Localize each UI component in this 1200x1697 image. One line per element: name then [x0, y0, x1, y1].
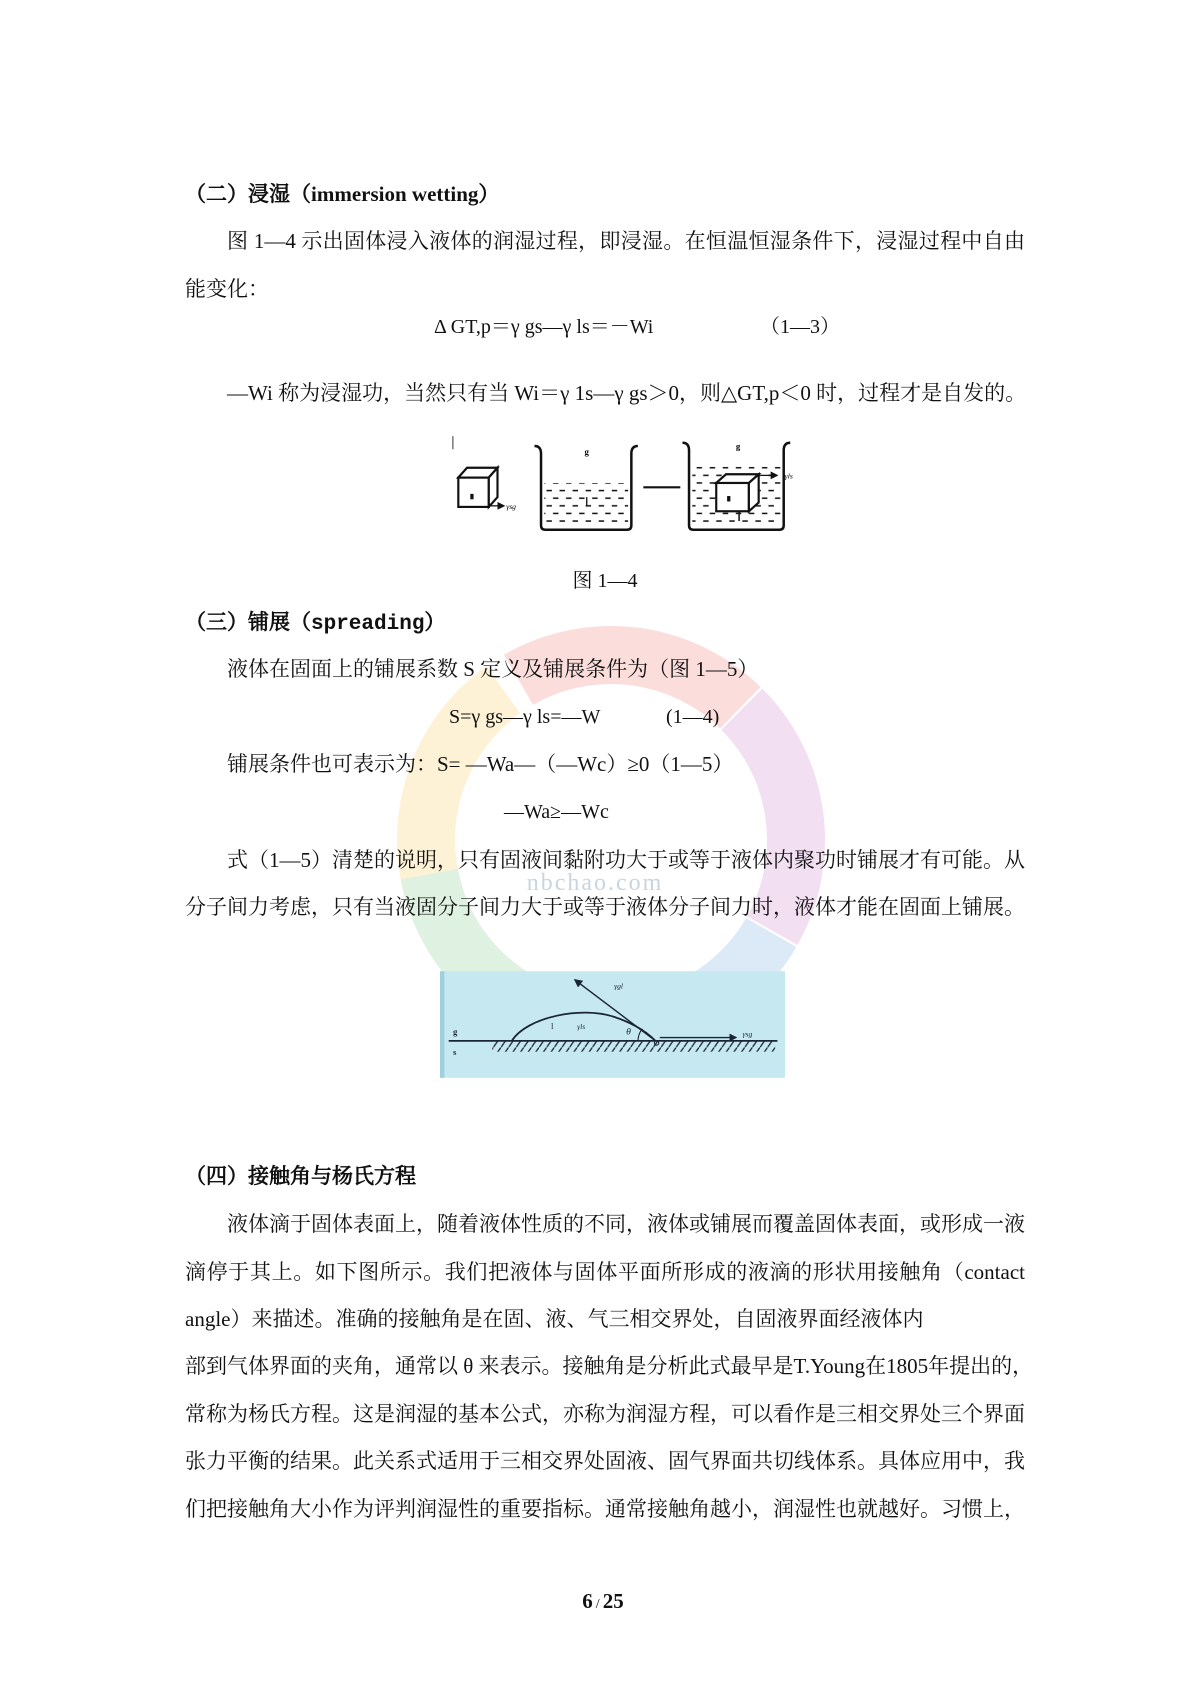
figure-background: [440, 971, 785, 1078]
page-separator: /: [595, 1597, 600, 1612]
heading-immersion-wetting: （二）浸湿（immersion wetting）: [185, 182, 500, 206]
label-gamma-ls: γls: [784, 471, 793, 481]
label-solid: s: [453, 1046, 457, 1057]
label-gamma-sg: γsg: [742, 1029, 753, 1039]
label-gamma-sg: γsg: [506, 502, 516, 512]
label-gas-middle: g: [584, 446, 589, 457]
page-number: [500, 1586, 706, 1616]
watermark-text: nbchao.com: [526, 870, 664, 896]
paragraph-line: 分子间力考虑，只有当液固分子间力大于或等于液体分子间力时，液体才能在固面上铺展。: [185, 895, 1025, 919]
solid-hatching: [492, 1041, 775, 1052]
page-total: 25: [602, 1589, 624, 1613]
label-gas-right: g: [735, 441, 741, 452]
label-gas: g: [453, 1026, 458, 1037]
paragraph-line: 常称为杨氏方程。这是润湿的基本公式，亦称为润湿方程，可以看作是三相交界处三个界面: [185, 1402, 1025, 1426]
paragraph-line: 部到气体界面的夹角，通常以 θ 来表示。接触角是分析此式最早是T.Young在1805年提出的，: [185, 1354, 1034, 1378]
paragraph-line: 液体滴于固体表面上，随着液体性质的不同，液体或铺展而覆盖固体表面，或形成一液: [227, 1212, 1025, 1236]
beaker-immersed: [683, 443, 791, 530]
spreading-condition: 铺展条件也可表示为：S= —Wa—（—Wc）≥0（1—5）: [227, 752, 734, 776]
label-liquid: l: [551, 1020, 554, 1031]
figure-1-4-immersion: [447, 434, 807, 545]
heading-contact-angle: （四）接触角与杨氏方程: [185, 1164, 416, 1188]
heading-spreading: [185, 607, 1025, 637]
paragraph-line: —Wi 称为浸湿功，当然只有当 Wi＝γ 1s—γ gs＞0，则△GT,p＜0 时，过程才是自发的。: [227, 381, 1027, 405]
figure-1-5-spreading-drop: [440, 971, 785, 1078]
beaker-liquid: [535, 446, 638, 530]
spreading-condition-reduced: —Wa≥—Wc: [504, 801, 609, 823]
figure-edge: [440, 971, 444, 1078]
formula-1-4-expression: S=γ gs—γ ls=—W: [449, 706, 601, 728]
solid-cube-left: [458, 468, 497, 507]
heading-spreading-cn: （三）铺展（: [185, 610, 311, 634]
label-gamma-gl: γgl: [614, 981, 624, 991]
paragraph-line: 滴停于其上。如下图所示。我们把液体与固体平面所形成的液滴的形状用接触角（contact: [185, 1260, 1025, 1284]
paragraph-line: angle）来描述。准确的接触角是在固、液、气三相交界处，自固液界面经液体内: [185, 1307, 924, 1331]
solid-cube-immersed: [716, 474, 758, 511]
paragraph-line: 张力平衡的结果。此关系式适用于三相交界处固液、固气界面共切线体系。具体应用中，我: [185, 1449, 1025, 1473]
paragraph-line: 液体在固面上的铺展系数 S 定义及铺展条件为（图 1—5）: [227, 657, 759, 681]
paragraph-line: 能变化：: [185, 277, 269, 301]
label-theta: θ: [626, 1026, 631, 1038]
page-current: 6: [582, 1589, 593, 1613]
paragraph-line: 们把接触角大小作为评判润湿性的重要指标。通常接触角越小，润湿性也就越好。习惯上，: [185, 1497, 1025, 1521]
heading-spreading-end: ）: [424, 610, 446, 634]
formula-1-3-expression: Δ GT,p＝γ gs—γ ls＝－Wi: [434, 316, 654, 338]
figure-1-4-caption: 图 1—4: [572, 570, 638, 592]
label-gamma-ls: γls: [577, 1021, 586, 1031]
paragraph-line: 图 1—4 示出固体浸入液体的润湿过程，即浸湿。在恒温恒湿条件下，浸湿过程中自由: [227, 229, 1025, 253]
formula-1-3-number: （1—3）: [760, 316, 840, 338]
formula-1-4-number: (1—4): [666, 706, 720, 728]
paragraph-line: 式（1—5）清楚的说明，只有固液间黏附功大于或等于液体内聚功时铺展才有可能。从: [227, 848, 1025, 872]
heading-spreading-en: spreading: [311, 613, 425, 636]
